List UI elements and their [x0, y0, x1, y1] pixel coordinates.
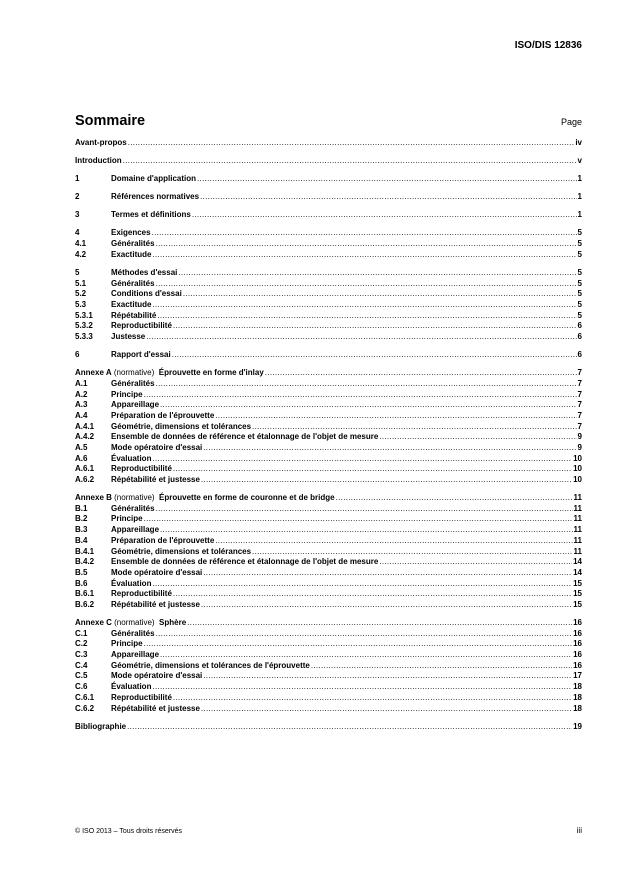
toc-entry-title: Généralités — [111, 239, 155, 249]
toc-entry-number: 5.3.1 — [75, 310, 93, 320]
toc-entry-title: Principe — [111, 389, 143, 399]
dot-leader — [178, 268, 576, 279]
toc-entry-title: Principe — [111, 639, 143, 649]
toc-entry-number: C.5 — [75, 671, 88, 681]
dot-leader — [144, 514, 573, 525]
toc-entry-title — [75, 493, 335, 504]
toc-entry[interactable] — [75, 250, 582, 261]
toc-entry[interactable] — [75, 600, 582, 611]
toc-entry-number: 5.3.2 — [75, 321, 93, 331]
dot-leader — [157, 311, 576, 322]
toc-entry-title: Références normatives — [111, 192, 200, 202]
toc-entry-number: B.6 — [75, 578, 88, 588]
dot-leader — [156, 629, 573, 640]
toc-entry-title: Exactitude — [111, 299, 152, 309]
dot-leader — [156, 279, 577, 290]
toc-entry-page: 14 — [573, 567, 582, 577]
dot-leader — [160, 525, 573, 536]
toc-entry-number: A.4 — [75, 410, 88, 420]
toc-entry[interactable] — [75, 228, 582, 239]
toc-entry-page: 10 — [573, 464, 582, 474]
toc-entry[interactable] — [75, 300, 582, 311]
toc-entry-number: 4.2 — [75, 249, 87, 259]
toc-annex-title: Éprouvette en forme de couronne et de bridge — [159, 493, 335, 503]
toc-entry[interactable] — [75, 268, 582, 279]
toc-entry-page: v — [577, 156, 582, 166]
toc-entry-page: 5 — [577, 239, 582, 249]
toc-entry-number: A.6.2 — [75, 475, 95, 484]
dot-leader — [146, 332, 576, 343]
toc-entry[interactable] — [75, 156, 582, 167]
dot-leader — [379, 557, 572, 568]
toc-entry[interactable] — [75, 475, 582, 486]
toc-entry-title: Ensemble de données de référence et étalonnage de l'objet de mesure — [111, 557, 379, 567]
toc-entry-title: Géométrie, dimensions et tolérances — [111, 421, 252, 431]
toc-annex-qualifier: (normative) — [111, 618, 160, 628]
toc-entry-title: Généralités — [111, 378, 155, 388]
toc-entry-number: A.6.1 — [75, 464, 95, 474]
toc-entry-title: Répétabilité et justesse — [111, 475, 200, 484]
toc-entry-page: 5 — [577, 267, 582, 277]
toc-entry-number: B.4.1 — [75, 546, 95, 556]
toc-entry-number: B.3 — [75, 525, 88, 535]
dot-leader — [128, 138, 575, 149]
toc-entry-number: 6 — [75, 350, 80, 360]
toc-entry[interactable] — [75, 422, 582, 433]
toc-entry-page: 1 — [577, 210, 582, 220]
dot-leader — [173, 321, 577, 332]
toc-entry-page: 9 — [577, 432, 582, 442]
toc-entry-number: 4 — [75, 228, 80, 238]
toc-entry-page: 7 — [577, 410, 582, 420]
dot-leader — [156, 504, 573, 515]
toc-entry-page: 11 — [573, 514, 582, 524]
toc-entry-page: 5 — [577, 228, 582, 238]
toc-entry-page: 6 — [577, 321, 582, 331]
toc-entry[interactable] — [75, 443, 582, 454]
toc-entry[interactable] — [75, 722, 582, 733]
toc-entry-number: B.2 — [75, 514, 88, 524]
toc-annex-prefix: Annexe C — [75, 618, 112, 628]
toc-entry-page: 7 — [577, 400, 582, 410]
toc-entry[interactable] — [75, 368, 582, 379]
toc-entry[interactable] — [75, 557, 582, 568]
dot-leader — [152, 454, 572, 465]
toc-entry[interactable] — [75, 514, 582, 525]
toc-entry-title: Évaluation — [111, 682, 152, 692]
toc-entry-title: Mode opératoire d'essai — [111, 567, 203, 577]
toc-entry[interactable] — [75, 547, 582, 558]
page-title: Sommaire — [75, 113, 146, 129]
toc-entry[interactable] — [75, 464, 582, 475]
toc-entry-page: 9 — [577, 442, 582, 452]
toc-entry-title: Appareillage — [111, 400, 160, 410]
toc-entry[interactable] — [75, 411, 582, 422]
toc-entry[interactable] — [75, 639, 582, 650]
dot-leader — [192, 210, 577, 221]
toc-entry-number: 3 — [75, 210, 80, 220]
toc-entry-title: Évaluation — [111, 578, 152, 588]
toc-entry[interactable] — [75, 192, 582, 203]
document-id: ISO/DIS 12836 — [514, 40, 582, 51]
toc-entry[interactable] — [75, 379, 582, 390]
toc-entry-number: A.5 — [75, 442, 88, 452]
toc-entry[interactable] — [75, 239, 582, 250]
toc-entry-page: 18 — [573, 682, 582, 692]
toc-entry-title: Généralités — [111, 278, 155, 288]
dot-leader — [201, 475, 572, 486]
toc-entry-page: 16 — [573, 618, 582, 628]
toc-entry-page: 7 — [577, 389, 582, 399]
toc-entry-page: 7 — [577, 378, 582, 388]
copyright-footer: © ISO 2013 – Tous droits réservés — [75, 828, 182, 835]
toc-entry-number: B.4 — [75, 535, 88, 545]
toc-entry[interactable] — [75, 321, 582, 332]
toc-entry[interactable] — [75, 210, 582, 221]
dot-leader — [201, 704, 572, 715]
toc-entry[interactable] — [75, 693, 582, 704]
toc-entry-title: Géométrie, dimensions et tolérances — [111, 546, 252, 556]
toc-entry-page: 18 — [573, 703, 582, 713]
toc-entry[interactable] — [75, 138, 582, 149]
toc-entry-title — [75, 618, 186, 629]
dot-leader — [203, 671, 572, 682]
toc-entry-title: Répétabilité — [111, 310, 157, 320]
dot-leader — [265, 368, 577, 379]
toc-entry-page: 16 — [573, 660, 582, 670]
toc-entry[interactable] — [75, 400, 582, 411]
toc-entry[interactable] — [75, 682, 582, 693]
toc-entry-title: Appareillage — [111, 650, 160, 660]
dot-leader — [336, 493, 573, 504]
toc-entry[interactable] — [75, 536, 582, 547]
toc-entry[interactable] — [75, 589, 582, 600]
dot-leader — [203, 568, 572, 579]
toc-entry-number: 5 — [75, 267, 80, 277]
toc-entry-number: A.2 — [75, 389, 88, 399]
dot-leader — [152, 579, 572, 590]
table-of-contents — [75, 138, 582, 732]
toc-entry-number: C.6.1 — [75, 692, 95, 702]
dot-leader — [173, 693, 572, 704]
toc-entry-page: 1 — [577, 192, 582, 202]
toc-entry[interactable] — [75, 432, 582, 443]
toc-entry-page: 7 — [577, 421, 582, 431]
dot-leader — [311, 661, 572, 672]
toc-entry-title: Ensemble de données de référence et étalonnage de l'objet de mesure — [111, 432, 379, 442]
toc-entry-page: 11 — [573, 535, 582, 545]
dot-leader — [123, 156, 577, 167]
toc-entry-page: 6 — [577, 350, 582, 360]
toc-entry[interactable] — [75, 629, 582, 640]
dot-leader — [152, 682, 572, 693]
dot-leader — [156, 239, 577, 250]
toc-entry-page: 15 — [573, 578, 582, 588]
dot-leader — [197, 174, 577, 185]
toc-entry-page: 7 — [577, 368, 582, 378]
toc-entry-page: 11 — [573, 503, 582, 513]
toc-entry-page: 16 — [573, 639, 582, 649]
toc-entry-title: Mode opératoire d'essai — [111, 671, 203, 681]
dot-leader — [173, 464, 572, 475]
toc-entry[interactable] — [75, 350, 582, 361]
toc-entry[interactable] — [75, 504, 582, 515]
toc-entry-title: Bibliographie — [75, 721, 127, 731]
toc-entry-page: 5 — [577, 289, 582, 299]
toc-entry-number: A.1 — [75, 378, 88, 388]
toc-entry-title: Reproductibilité — [111, 464, 172, 474]
dot-leader — [215, 411, 576, 422]
toc-entry[interactable] — [75, 279, 582, 290]
toc-entry[interactable] — [75, 579, 582, 590]
toc-entry-number: C.1 — [75, 628, 88, 638]
toc-entry-page: 15 — [573, 589, 582, 599]
dot-leader — [379, 432, 576, 443]
toc-entry-title: Introduction — [75, 156, 122, 166]
dot-leader — [152, 300, 576, 311]
toc-entry-number: C.6.2 — [75, 703, 95, 713]
toc-entry-number: C.6 — [75, 682, 88, 692]
toc-entry-page: 5 — [577, 299, 582, 309]
dot-leader — [152, 250, 576, 261]
toc-entry-page: 14 — [573, 557, 582, 567]
toc-entry-title: Généralités — [111, 628, 155, 638]
toc-entry[interactable] — [75, 661, 582, 672]
dot-leader — [252, 422, 577, 433]
dot-leader — [252, 547, 572, 558]
dot-leader — [215, 536, 572, 547]
toc-entry-title: Exigences — [111, 228, 151, 238]
toc-entry-title: Évaluation — [111, 453, 152, 463]
toc-entry-number: B.4.2 — [75, 557, 95, 567]
toc-annex-prefix: Annexe B — [75, 493, 112, 503]
toc-entry-page: 11 — [573, 525, 582, 535]
toc-entry-title: Reproductibilité — [111, 692, 172, 702]
toc-annex-title: Sphère — [159, 618, 187, 628]
toc-entry-page: 5 — [577, 249, 582, 259]
dot-leader — [144, 390, 577, 401]
toc-entry-page: 10 — [573, 475, 582, 484]
dot-leader — [187, 618, 572, 629]
toc-annex-prefix: Annexe A — [75, 368, 112, 378]
toc-entry[interactable] — [75, 568, 582, 579]
toc-entry-title: Appareillage — [111, 525, 160, 535]
toc-entry-page: 16 — [573, 628, 582, 638]
toc-entry-page: 16 — [573, 650, 582, 660]
toc-entry-title: Méthodes d'essai — [111, 267, 178, 277]
toc-entry-page: 6 — [577, 331, 582, 341]
toc-entry-number: 4.1 — [75, 239, 87, 249]
toc-entry-title: Exactitude — [111, 249, 152, 259]
toc-entry-title: Géométrie, dimensions et tolérances de l'éprouvette — [111, 660, 310, 670]
toc-entry-title: Préparation de l'éprouvette — [111, 535, 215, 545]
toc-annex-qualifier: (normative) — [111, 493, 160, 503]
toc-entry-number: B.1 — [75, 503, 88, 513]
toc-entry-title: Répétabilité et justesse — [111, 703, 200, 713]
page-number: iii — [576, 826, 582, 835]
toc-entry-title: Reproductibilité — [111, 589, 172, 599]
toc-entry-title: Avant-propos — [75, 138, 127, 147]
toc-entry-number: C.4 — [75, 660, 88, 670]
toc-entry-page: 1 — [577, 174, 582, 184]
dot-leader — [173, 589, 572, 600]
toc-entry-title: Reproductibilité — [111, 321, 172, 331]
toc-entry[interactable] — [75, 618, 582, 629]
toc-entry[interactable] — [75, 454, 582, 465]
toc-entry[interactable] — [75, 332, 582, 343]
toc-entry-title: Justesse — [111, 331, 146, 341]
toc-entry-page: 5 — [577, 278, 582, 288]
toc-entry-page: 5 — [577, 310, 582, 320]
toc-entry-number: A.3 — [75, 400, 88, 410]
toc-entry-number: A.4.2 — [75, 432, 95, 442]
toc-entry-title: Domaine d'application — [111, 174, 197, 184]
toc-entry[interactable] — [75, 493, 582, 504]
toc-entry-title: Rapport d'essai — [111, 350, 171, 360]
page-column-label: Page — [560, 117, 582, 127]
toc-entry[interactable] — [75, 650, 582, 661]
toc-entry-number: 5.3 — [75, 299, 87, 309]
toc-entry-title: Conditions d'essai — [111, 289, 182, 299]
toc-entry[interactable] — [75, 174, 582, 185]
toc-entry-number: B.6.1 — [75, 589, 95, 599]
toc-annex-title: Éprouvette en forme d'inlay — [158, 368, 264, 378]
toc-entry[interactable] — [75, 704, 582, 715]
toc-entry-title: Termes et définitions — [111, 210, 191, 220]
toc-entry-page: 17 — [573, 671, 582, 681]
toc-entry-number: C.3 — [75, 650, 88, 660]
toc-annex-qualifier: (normative) — [111, 368, 159, 378]
toc-entry-page: 18 — [573, 692, 582, 702]
toc-entry-number: 1 — [75, 174, 80, 184]
dot-leader — [160, 400, 577, 411]
toc-entry-title — [75, 368, 264, 379]
toc-entry[interactable] — [75, 311, 582, 322]
toc-entry-number: A.6 — [75, 453, 88, 463]
toc-entry[interactable] — [75, 671, 582, 682]
dot-leader — [201, 600, 572, 611]
toc-entry-page: iv — [575, 138, 582, 147]
toc-entry-number: B.6.2 — [75, 599, 95, 609]
toc-entry-number: 5.3.3 — [75, 331, 93, 341]
dot-leader — [160, 650, 572, 661]
dot-leader — [152, 228, 577, 239]
toc-entry-number: 5.2 — [75, 289, 87, 299]
toc-entry-title: Principe — [111, 514, 143, 524]
toc-entry-number: B.5 — [75, 567, 88, 577]
dot-leader — [183, 289, 577, 300]
dot-leader — [200, 192, 577, 203]
toc-entry-number: C.2 — [75, 639, 88, 649]
toc-entry-title: Mode opératoire d'essai — [111, 442, 203, 452]
toc-entry[interactable] — [75, 289, 582, 300]
toc-entry-page: 11 — [573, 546, 582, 556]
dot-leader — [156, 379, 577, 390]
toc-entry-title: Répétabilité et justesse — [111, 599, 200, 609]
toc-entry-page: 11 — [573, 493, 582, 503]
toc-entry-page: 19 — [573, 721, 582, 731]
toc-entry-title: Préparation de l'éprouvette — [111, 410, 215, 420]
dot-leader — [144, 639, 573, 650]
toc-entry-number: 2 — [75, 192, 80, 202]
dot-leader — [172, 350, 577, 361]
toc-entry-title: Généralités — [111, 503, 155, 513]
toc-entry-number: 5.1 — [75, 278, 87, 288]
toc-entry-page: 10 — [573, 453, 582, 463]
toc-entry[interactable] — [75, 525, 582, 536]
toc-entry-page: 15 — [573, 599, 582, 609]
dot-leader — [127, 722, 572, 733]
dot-leader — [203, 443, 576, 454]
toc-entry-number: A.4.1 — [75, 421, 95, 431]
toc-entry[interactable] — [75, 390, 582, 401]
